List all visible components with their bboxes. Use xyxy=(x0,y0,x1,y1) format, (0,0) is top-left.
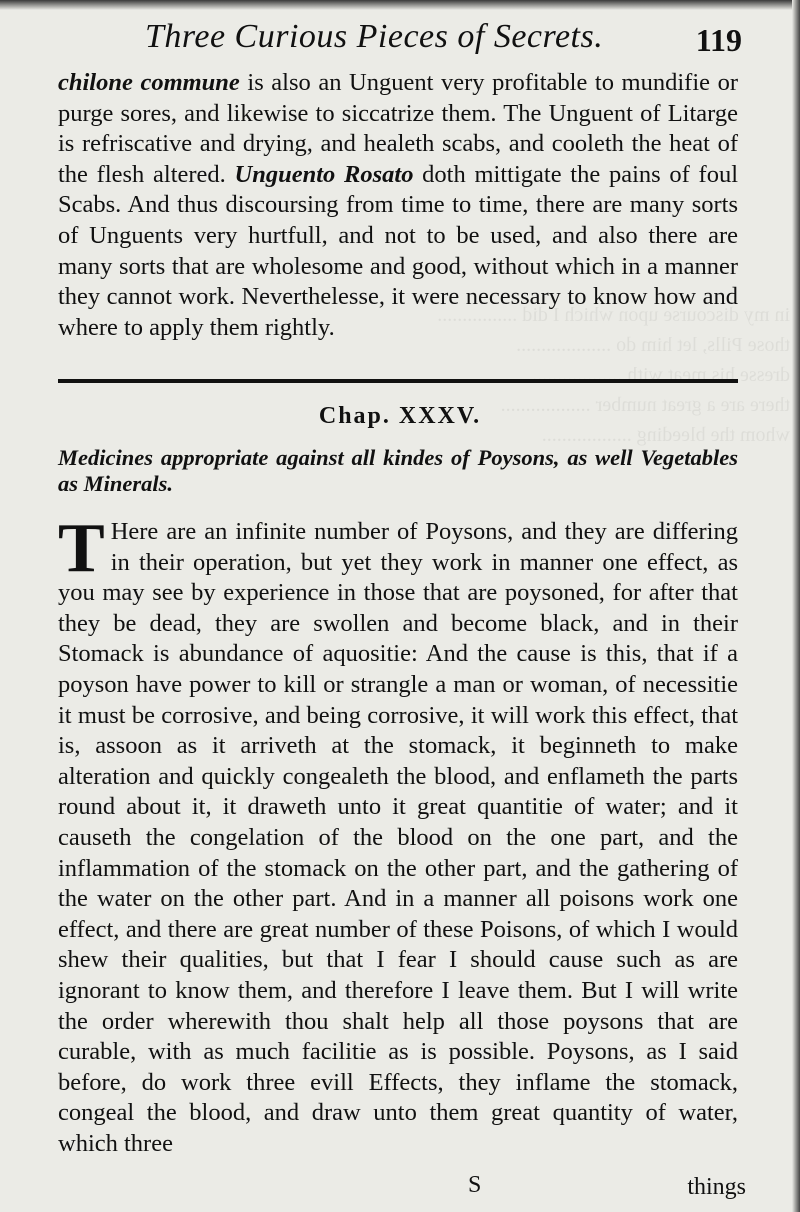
page-right-edge xyxy=(792,0,800,1212)
chapter-subtitle: Medicines appropriate against all kindes of Poysons, as well Vegetables as Minerals. xyxy=(58,445,738,496)
drop-cap: T xyxy=(58,510,105,587)
paragraph-text-b: doth mittigate the pains of foul Scabs. And thus discoursing from time to time, there are many sorts of Unguents very hurtfull, and not to be used, and also there are many sorts that are wholesome and good, without which in a manner they cannot work. Neverthelesse, it were necessary to know how and where to apply them rightly. xyxy=(58,160,739,341)
page-number: 119 xyxy=(695,22,742,58)
paragraph-unguents xyxy=(58,68,738,343)
chapter-title: Chap. XXXV. xyxy=(318,403,482,429)
paragraph-text-a: is also an Unguent very profitable to mundifie or purge sores, and likewise to siccatrize them. The Unguent of Litarge is refriscative and drying, and healeth scabs, and cooleth the heat of the flesh altered. xyxy=(58,69,738,188)
catchword: things xyxy=(687,1174,746,1200)
show-through-texture: in my discourse upon which I did ................ those Pills, let him do ................... dresse his meat with .................. there are a great number .................. whom the bleeding .................. xyxy=(437,304,790,446)
paragraph-mid-italic: Unguento Rosato xyxy=(234,160,414,188)
page-top-edge xyxy=(0,0,800,10)
section-divider xyxy=(58,379,738,383)
paragraph-poysons xyxy=(58,510,738,1159)
running-head: Three Curious Pieces of Secrets. xyxy=(145,18,604,55)
signature-mark: S xyxy=(468,1172,482,1198)
paragraph-poysons-text: Here are an infinite number of Poysons, and they are differing in their operation, but yet they work in manner one effect, as you may see by experience in those that are poysoned, for after that they be dead, they are swollen and become black, and in their Stomack is abundance of aquositie: And the cause is this, that if a poyson have power to kill or strangle a man or woman, of necessitie it must be corrosive, and being corrosive, it will work this effect, that is, assoon as it arriveth at the stomack, it beginneth to make alteration and quickly congealeth the blood, and enflameth the parts round about it, it draweth unto it great quantitie of water; and it causeth the congelation of the blood on the one part, and the inflammation of the stomack on the other part, and the gathering of the water on the other part. And in a manner all poisons work one effect, and there are great number of these Poisons, of which I would shew their qualities, but that I fear I should cause such as are ignorant to know them, and therefore I leave them. But I will write the order wherewith thou shalt help all those poysons that are curable, with as much facilitie as is possible. Poysons, as I said before, do work three evill Effects, they inflame the stomack, congeal the blood, and draw unto them great quantity of water, which three xyxy=(58,518,738,1157)
paragraph-lead-italic: chilone commune xyxy=(58,69,240,96)
